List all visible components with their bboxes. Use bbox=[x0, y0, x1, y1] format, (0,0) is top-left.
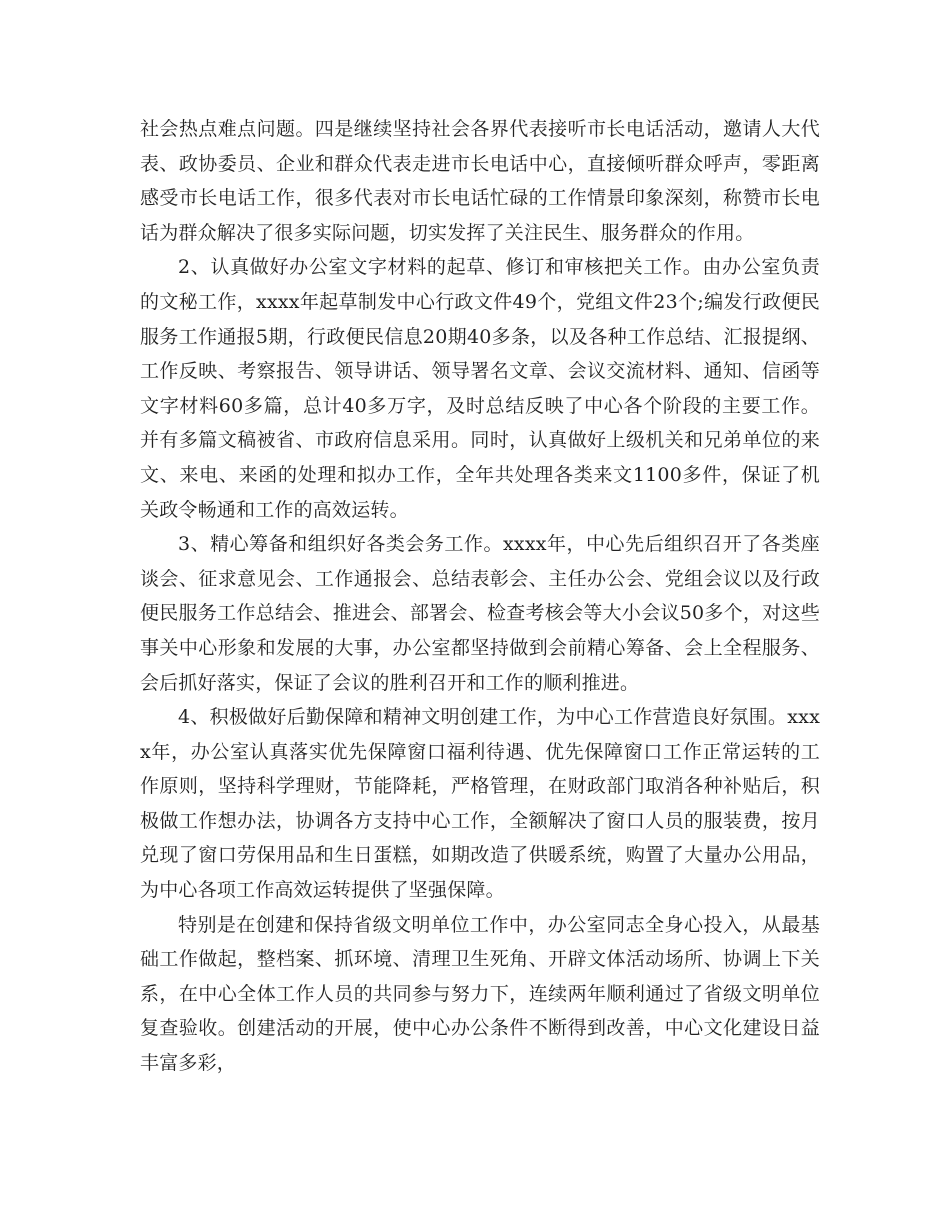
paragraph-item-3: 3、精心筹备和组织好各类会务工作。xxxx年，中心先后组织召开了各类座谈会、征求意见会、工作通报会、总结表彰会、主任办公会、党组会议以及行政便民服务工作总结会、推进会、部署会、检查考核会等大小会议50多个，对这些事关中心形象和发展的大事，办公室都坚持做到会前精心筹备、会上全程服务、会后抓好落实，保证了会议的胜利召开和工作的顺利推进。 bbox=[140, 533, 820, 694]
paragraph-continuation: 社会热点难点问题。四是继续坚持社会各界代表接听市长电话活动，邀请人大代表、政协委员、企业和群众代表走进市长电话中心，直接倾听群众呼声，零距离感受市长电话工作，很多代表对市长电话忙碌的工作情景印象深刻，称赞市长电话为群众解决了很多实际问题，切实发挥了关注民生、服务群众的作用。 bbox=[140, 118, 820, 244]
document-body bbox=[140, 112, 820, 1081]
paragraph-item-4: 4、积极做好后勤保障和精神文明创建工作，为中心工作营造良好氛围。xxxx年，办公室认真落实优先保障窗口福利待遇、优先保障窗口工作正常运转的工作原则，坚持科学理财，节能降耗，严格管理，在财政部门取消各种补贴后，积极做工作想办法，协调各方支持中心工作，全额解决了窗口人员的服装费，按月兑现了窗口劳保用品和生日蛋糕，如期改造了供暖系统，购置了大量办公用品，为中心各项工作高效运转提供了坚强保障。 bbox=[140, 706, 820, 902]
paragraph-civilization: 特别是在创建和保持省级文明单位工作中，办公室同志全身心投入，从最基础工作做起，整档案、抓环境、清理卫生死角、开辟文体活动场所、协调上下关系，在中心全体工作人员的共同参与努力下，连续两年顺利通过了省级文明单位复查验收。创建活动的开展，使中心办公条件不断得到改善，中心文化建设日益丰富多彩， bbox=[140, 913, 820, 1075]
paragraph-item-2: 2、认真做好办公室文字材料的起草、修订和审核把关工作。由办公室负责的文秘工作，xxxx年起草制发中心行政文件49个，党组文件23个;编发行政便民服务工作通报5期，行政便民信息20期40多条，以及各种工作总结、汇报提纲、工作反映、考察报告、领导讲话、领导署名文章、会议交流材料、通知、信函等文字材料60多篇，总计40多万字，及时总结反映了中心各个阶段的主要工作。并有多篇文稿被省、市政府信息采用。同时，认真做好上级机关和兄弟单位的来文、来电、来函的处理和拟办工作，全年共处理各类来文1100多件，保证了机关政令畅通和工作的高效运转。 bbox=[140, 256, 820, 521]
